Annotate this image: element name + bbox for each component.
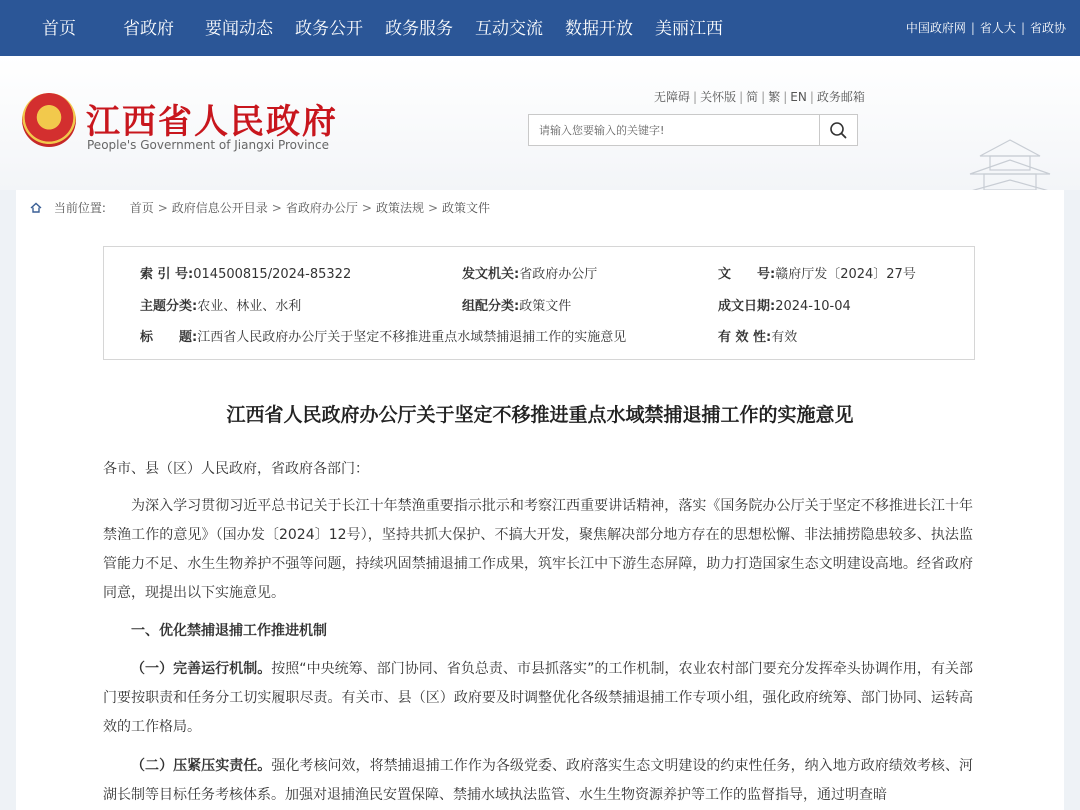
breadcrumb-policy-regs[interactable]: 政策法规 — [375, 201, 424, 215]
meta-category-label: 组配分类: — [462, 299, 520, 314]
link-provincial-cppcc[interactable]: 省政协 — [1029, 21, 1066, 35]
item-2-body: 强化考核问效，将禁捕退捕工作作为各级党委、政府落实生态文明建设的约束性任务，纳入地方政府绩效考核、河湖长制等目标任务考核体系。加强对退捕渔民安置保障、禁捕水域执法监管、水生生物资源养护等工作的监督指导，通过明查暗 — [103, 758, 974, 803]
site-title: 江西省人民政府 — [86, 102, 338, 142]
nav-item-open-data[interactable]: 数据开放 — [565, 19, 633, 39]
meta-date — [718, 295, 851, 314]
meta-index-label: 索 引 号: — [140, 267, 194, 282]
nav-item-gov-services[interactable]: 政务服务 — [385, 19, 453, 39]
site-subtitle: People's Government of Jiangxi Province — [87, 138, 330, 152]
link-china-gov[interactable]: 中国政府网 — [905, 21, 966, 35]
breadcrumb-policy-docs[interactable]: 政策文件 — [442, 201, 491, 215]
meta-date-label: 成文日期: — [718, 299, 776, 314]
nav-item-home[interactable]: 首页 — [42, 19, 76, 39]
link-provincial-congress[interactable]: 省人大 — [979, 21, 1016, 35]
search-input[interactable] — [529, 115, 819, 145]
meta-category — [462, 295, 571, 314]
link-accessibility[interactable]: 无障碍 — [654, 90, 691, 104]
link-care-version[interactable]: 关怀版 — [700, 90, 737, 104]
meta-validity — [718, 326, 797, 345]
meta-topic — [140, 295, 301, 314]
article-intro-paragraph: 为深入学习贯彻习近平总书记关于长江十年禁渔重要指示批示和考察江西重要讲话精神，落实《国务院办公厅关于坚定不移推进长江十年禁渔工作的意见》（国办发〔2024〕12号），坚持共抓大保护、不搞大开发，聚焦解决部分地方存在的思想松懈、非法捕捞隐患较多、执法监管能力不足、水生生物养护不强等问题，持续巩固禁捕退捕工作成果，筑牢长江中下游生态屏障，助力打造国家生态文明建设高地。经省政府同意，现提出以下实施意见。 — [103, 498, 973, 601]
breadcrumb-home[interactable]: 首页 — [129, 201, 154, 215]
meta-docno — [718, 263, 916, 282]
home-icon — [30, 202, 42, 213]
link-english[interactable]: EN — [790, 90, 807, 104]
national-emblem-icon — [22, 93, 76, 147]
nav-item-interaction[interactable]: 互动交流 — [475, 19, 543, 39]
site-header — [0, 56, 1080, 190]
article-item-2 — [103, 752, 973, 810]
article-item-1 — [103, 655, 973, 742]
search-icon — [820, 115, 857, 145]
item-1-body: 按照“中央统筹、部门协同、省负总责、市县抓落实”的工作机制，农业农村部门要充分发挥牵头协调作用，有关部门要按职责和任务分工切实履职尽责。有关市、县（区）政府要及时调整优化各级禁捕退捕工作专项小组，强化政府统筹、部门协同、运转高效的工作格局。 — [103, 661, 973, 735]
link-gov-mailbox[interactable]: 政务邮箱 — [816, 90, 865, 104]
search-box — [528, 114, 858, 146]
meta-docno-value: 赣府厅发〔2024〕27号 — [775, 267, 916, 282]
meta-topic-value: 农业、林业、水利 — [197, 299, 302, 314]
meta-title — [140, 326, 626, 345]
section-heading-1: 一、优化禁捕退捕工作推进机制 — [131, 623, 327, 639]
nav-item-provincial-gov[interactable]: 省政府 — [123, 19, 174, 39]
meta-category-value: 政策文件 — [519, 299, 572, 314]
breadcrumb: 当前位置: 首页 > 政府信息公开目录 > 省政府办公厅 > 政策法规 > 政策文件 — [30, 199, 490, 216]
meta-title-label: 标 题: — [140, 330, 198, 345]
nav-item-news[interactable]: 要闻动态 — [205, 19, 273, 39]
nav-item-gov-affairs-open[interactable]: 政务公开 — [295, 19, 363, 39]
link-simplified[interactable]: 简 — [746, 90, 759, 104]
meta-topic-label: 主题分类: — [140, 299, 198, 314]
meta-date-value: 2024-10-04 — [775, 299, 851, 314]
search-button[interactable] — [819, 115, 857, 145]
meta-docno-label: 文 号: — [718, 267, 776, 282]
article-greeting: 各市、县（区）人民政府，省政府各部门： — [103, 461, 369, 477]
top-nav-bar — [0, 0, 1080, 56]
meta-issuer-value: 省政府办公厅 — [519, 267, 598, 282]
top-links: 中国政府网 | 省人大 | 省政协 — [905, 21, 1066, 35]
meta-validity-label: 有 效 性: — [718, 330, 772, 345]
meta-title-value: 江西省人民政府办公厅关于坚定不移推进重点水域禁捕退捕工作的实施意见 — [197, 330, 627, 345]
link-traditional[interactable]: 繁 — [768, 90, 781, 104]
breadcrumb-office[interactable]: 省政府办公厅 — [285, 201, 358, 215]
meta-issuer-label: 发文机关: — [462, 267, 520, 282]
breadcrumb-label: 当前位置: — [53, 201, 106, 215]
meta-issuer — [462, 263, 597, 282]
nav-item-beautiful-jiangxi[interactable]: 美丽江西 — [655, 19, 723, 39]
breadcrumb-info-catalog[interactable]: 政府信息公开目录 — [171, 201, 268, 215]
article-title: 江西省人民政府办公厅关于坚定不移推进重点水域禁捕退捕工作的实施意见 — [226, 404, 854, 426]
meta-validity-value: 有效 — [771, 330, 798, 345]
utility-links: 无障碍 | 关怀版 | 简 | 繁 | EN | 政务邮箱 — [654, 90, 865, 104]
item-1-title: （一）完善运行机制。 — [131, 661, 272, 677]
item-2-title: （二）压紧压实责任。 — [131, 758, 272, 774]
meta-index — [140, 263, 351, 282]
meta-index-value: 014500815/2024-85322 — [193, 267, 352, 282]
pavilion-illustration — [820, 126, 1080, 190]
